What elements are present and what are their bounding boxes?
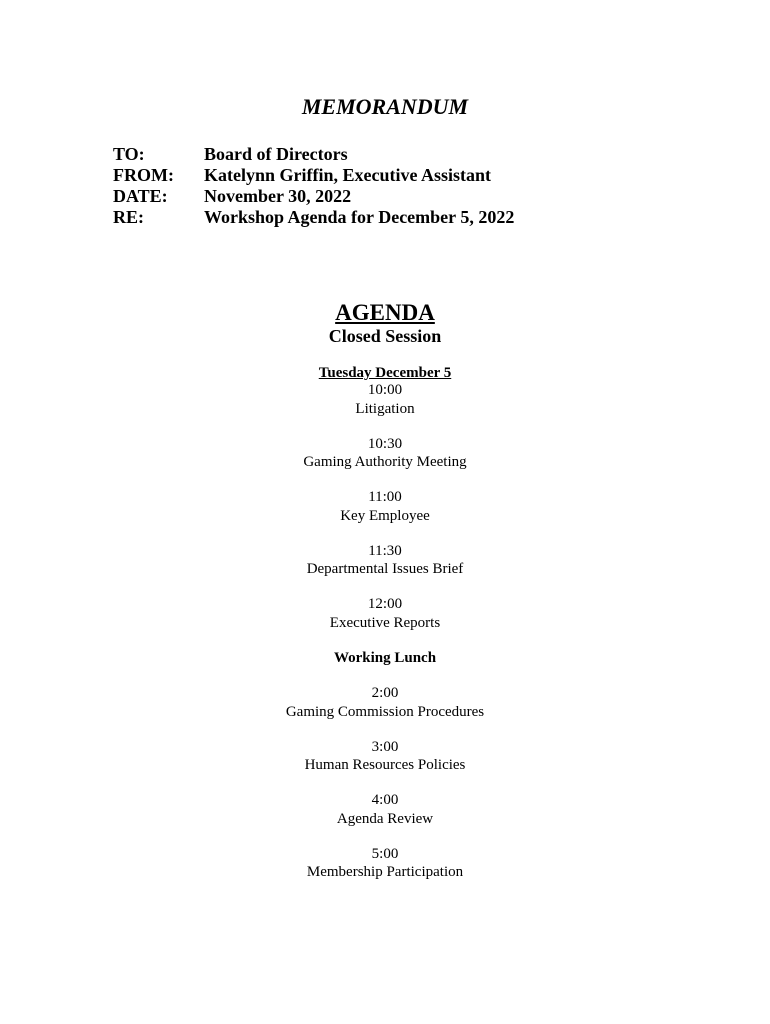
agenda-topic: Executive Reports xyxy=(329,614,441,631)
agenda-item xyxy=(0,542,770,579)
memo-title: MEMORANDUM xyxy=(301,94,469,119)
from-row xyxy=(113,165,514,186)
from-label: FROM: xyxy=(113,165,174,185)
memo-header xyxy=(113,144,514,228)
agenda-item xyxy=(0,791,770,828)
agenda-time: 4:00 xyxy=(371,792,399,809)
agenda-topic: Key Employee xyxy=(340,507,430,524)
agenda-time: 3:00 xyxy=(371,738,399,755)
agenda-items xyxy=(0,381,770,898)
date-label: DATE: xyxy=(113,186,168,206)
agenda-topic: Membership Participation xyxy=(306,864,464,881)
session-label: Closed Session xyxy=(328,326,442,346)
agenda-time: 2:00 xyxy=(371,685,399,702)
agenda-item xyxy=(0,738,770,775)
to-row xyxy=(113,144,514,165)
working-lunch: Working Lunch xyxy=(333,649,437,666)
re-row xyxy=(113,207,514,228)
agenda-topic: Gaming Commission Procedures xyxy=(285,703,485,720)
agenda-time: 11:00 xyxy=(368,489,402,506)
agenda-item xyxy=(0,595,770,632)
agenda-time: 12:00 xyxy=(367,596,403,613)
agenda-topic: Litigation xyxy=(355,400,415,417)
agenda-time: 10:00 xyxy=(367,382,403,398)
agenda-item xyxy=(0,435,770,472)
agenda-topic: Gaming Authority Meeting xyxy=(303,454,467,471)
re-label: RE: xyxy=(113,207,144,227)
agenda-topic: Departmental Issues Brief xyxy=(306,561,464,578)
agenda-time: 5:00 xyxy=(371,845,399,862)
agenda-title: AGENDA xyxy=(335,300,435,325)
to-value: Board of Directors xyxy=(204,144,348,164)
agenda-item xyxy=(0,845,770,882)
agenda-time: 10:30 xyxy=(367,435,403,452)
agenda-item xyxy=(0,381,770,418)
agenda-time: 11:30 xyxy=(368,542,402,559)
re-value: Workshop Agenda for December 5, 2022 xyxy=(204,207,515,227)
to-label: TO: xyxy=(113,144,145,164)
date-row xyxy=(113,186,514,207)
agenda-item xyxy=(0,684,770,721)
agenda-day: Tuesday December 5 xyxy=(318,365,452,381)
agenda-topic: Human Resources Policies xyxy=(304,757,466,774)
from-value: Katelynn Griffin, Executive Assistant xyxy=(204,165,491,185)
date-value: November 30, 2022 xyxy=(204,186,352,206)
agenda-item xyxy=(0,488,770,525)
agenda-topic: Agenda Review xyxy=(336,810,434,827)
